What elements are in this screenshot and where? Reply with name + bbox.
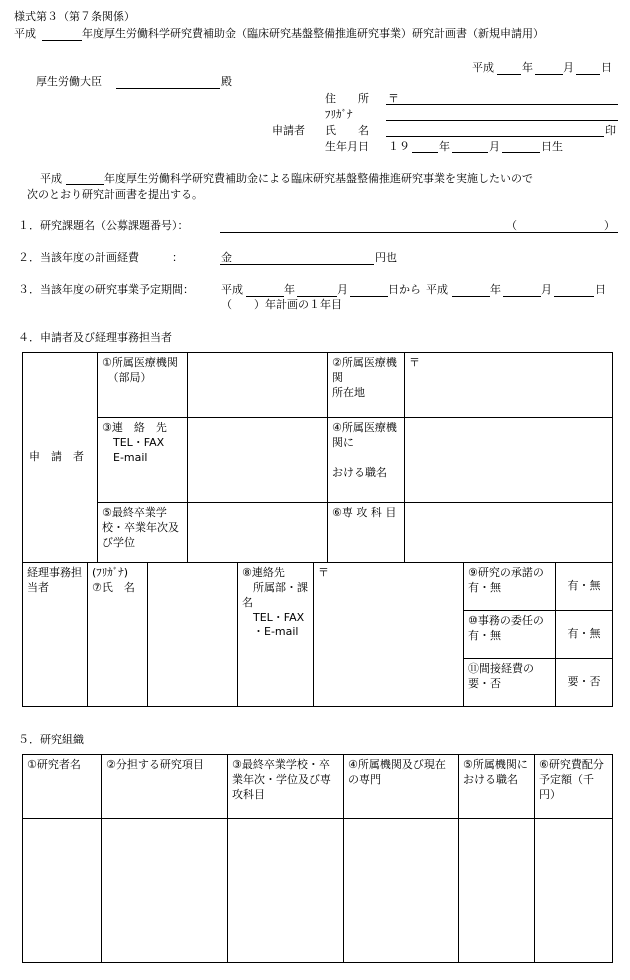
item1-label: １．研究課題名（公募課題番号）：: [18, 219, 189, 232]
document-title: 年度厚生労働科学研究費補助金（臨床研究基盤整備推進研究事業）研究計画書（新規申請用）: [82, 27, 544, 40]
col-researcher-name: ①研究者名: [23, 755, 102, 819]
date-era: 平成: [472, 61, 494, 74]
item3-year1: 年: [284, 283, 295, 296]
research-item-field[interactable]: [102, 819, 228, 963]
item2-label: ２．当該年度の計画経費 ：: [18, 251, 183, 264]
item3-month2: 月: [541, 283, 552, 296]
item3-day2: 日: [595, 283, 606, 296]
education-field-org[interactable]: [228, 819, 344, 963]
item1-open-paren: （: [506, 219, 517, 232]
affiliation-field-org[interactable]: [344, 819, 459, 963]
contact-label: ③連 絡 先 TEL・FAX E-mail: [98, 418, 188, 503]
affiliation-address-label: ②所属医療機関 所在地: [328, 353, 405, 418]
form-number: 様式第３（第７条関係）: [14, 10, 135, 23]
col-research-item: ②分担する研究項目: [102, 755, 228, 819]
affiliation-field[interactable]: [188, 353, 328, 418]
indirect-cost-label: ⑪間接経費の要・否: [464, 659, 556, 707]
name-blank[interactable]: [386, 136, 604, 137]
item3-plan: （ ）年計画の１年目: [221, 298, 342, 311]
item2-kin: 金: [221, 251, 232, 264]
affiliation-postal-mark: 〒: [409, 356, 420, 369]
admin-table: [22, 562, 613, 707]
applicant-table: [22, 352, 613, 563]
intro-year-blank[interactable]: [66, 184, 104, 185]
contact-field[interactable]: [188, 418, 328, 503]
position-field[interactable]: [405, 418, 613, 503]
item2-amount-blank[interactable]: [220, 264, 374, 265]
item3-month2-blank[interactable]: [503, 296, 541, 297]
col-education: ③最終卒業学校・卒業年次・学位及び専攻科目: [228, 755, 344, 819]
title-prefix: 平成: [14, 27, 36, 40]
address-postal-mark: 〒: [388, 92, 399, 105]
birth-day: 日生: [541, 140, 563, 153]
birth-label: 生年月日: [325, 140, 369, 153]
affiliation-label: ①所属医療機関 （部局）: [98, 353, 188, 418]
furigana-blank[interactable]: [386, 120, 618, 121]
admin-row-label: 経理事務担当者: [23, 563, 88, 707]
applicant-label: 申請者: [272, 124, 305, 137]
admin-name-label: (ﾌﾘｶﾞﾅ) ⑦氏 名: [88, 563, 148, 707]
item3-year2-blank[interactable]: [452, 296, 490, 297]
applicant-row-label: 申 請 者: [23, 353, 98, 563]
item3-label: ３．当該年度の研究事業予定期間：: [18, 283, 194, 296]
position-label: ④所属医療機関に おける職名: [328, 418, 405, 503]
item3-heisei1: 平成: [221, 283, 243, 296]
item3-heisei2: 平成: [426, 283, 448, 296]
date-day: 日: [601, 61, 612, 74]
item1-blank[interactable]: [220, 232, 618, 233]
allocation-field[interactable]: [535, 819, 613, 963]
section4-heading: ４．申請者及び経理事務担当者: [18, 331, 172, 344]
researcher-name-field[interactable]: [23, 819, 102, 963]
section5-heading: ５．研究組織: [18, 733, 84, 746]
col-allocation: ⑥研究費配分予定額（千円）: [535, 755, 613, 819]
title-year-blank[interactable]: [42, 40, 82, 41]
intro-line1: 年度厚生労働科学研究費補助金による臨床研究基盤整備推進研究事業を実施したいので: [104, 172, 533, 185]
seal-mark: 印: [605, 124, 616, 137]
item3-from: 日から: [388, 283, 421, 296]
birth-month: 月: [489, 140, 500, 153]
furigana-label: ﾌﾘｶﾞﾅ: [325, 108, 353, 121]
birth-era-digits: １９: [388, 140, 410, 153]
item3-month1-blank[interactable]: [297, 296, 337, 297]
education-field[interactable]: [188, 503, 328, 563]
date-year-blank[interactable]: [497, 74, 521, 75]
intro-prefix: 平成: [40, 172, 62, 185]
address-blank[interactable]: [386, 104, 618, 105]
item3-day2-blank[interactable]: [554, 296, 594, 297]
indirect-cost-choice[interactable]: 要・否: [556, 659, 613, 707]
admin-contact-field[interactable]: [314, 563, 464, 707]
minister-honorific: 殿: [221, 75, 232, 88]
minister-label: 厚生労働大臣: [36, 75, 102, 88]
education-label: ⑤最終卒業学校・卒業年次及び学位: [98, 503, 188, 563]
date-month: 月: [563, 61, 574, 74]
col-affiliation: ④所属機関及び現在の専門: [344, 755, 459, 819]
affiliation-address-field[interactable]: [405, 353, 613, 418]
delegation-label: ⑩事務の委任の有・無: [464, 611, 556, 659]
item1-close-paren: ）: [604, 219, 615, 232]
address-label: 住 所: [325, 92, 369, 105]
specialty-label: ⑥専 攻 科 目: [328, 503, 405, 563]
delegation-choice[interactable]: 有・無: [556, 611, 613, 659]
item3-month1: 月: [337, 283, 348, 296]
birth-year-blank[interactable]: [412, 152, 438, 153]
admin-contact-label: ⑧連絡先 所属部・課名 TEL・FAX ・E-mail: [238, 563, 314, 707]
col-position: ⑤所属機関における職名: [459, 755, 535, 819]
birth-month-blank[interactable]: [452, 152, 488, 153]
date-day-blank[interactable]: [576, 74, 600, 75]
birth-day-blank[interactable]: [502, 152, 540, 153]
item3-year1-blank[interactable]: [246, 296, 284, 297]
minister-name-blank[interactable]: [116, 88, 220, 89]
item2-unit: 円也: [375, 251, 397, 264]
research-org-table: [22, 754, 613, 963]
intro-line2: 次のとおり研究計画書を提出する。: [27, 188, 203, 201]
consent-choice[interactable]: 有・無: [556, 563, 613, 611]
date-month-blank[interactable]: [535, 74, 563, 75]
position-field-org[interactable]: [459, 819, 535, 963]
name-label: 氏 名: [325, 124, 369, 137]
birth-year: 年: [439, 140, 450, 153]
item3-day1-blank[interactable]: [350, 296, 388, 297]
admin-name-field[interactable]: [148, 563, 238, 707]
admin-postal-mark: 〒: [318, 566, 329, 579]
item3-year2: 年: [490, 283, 501, 296]
date-year: 年: [522, 61, 533, 74]
consent-label: ⑨研究の承諾の有・無: [464, 563, 556, 611]
specialty-field[interactable]: [405, 503, 613, 563]
